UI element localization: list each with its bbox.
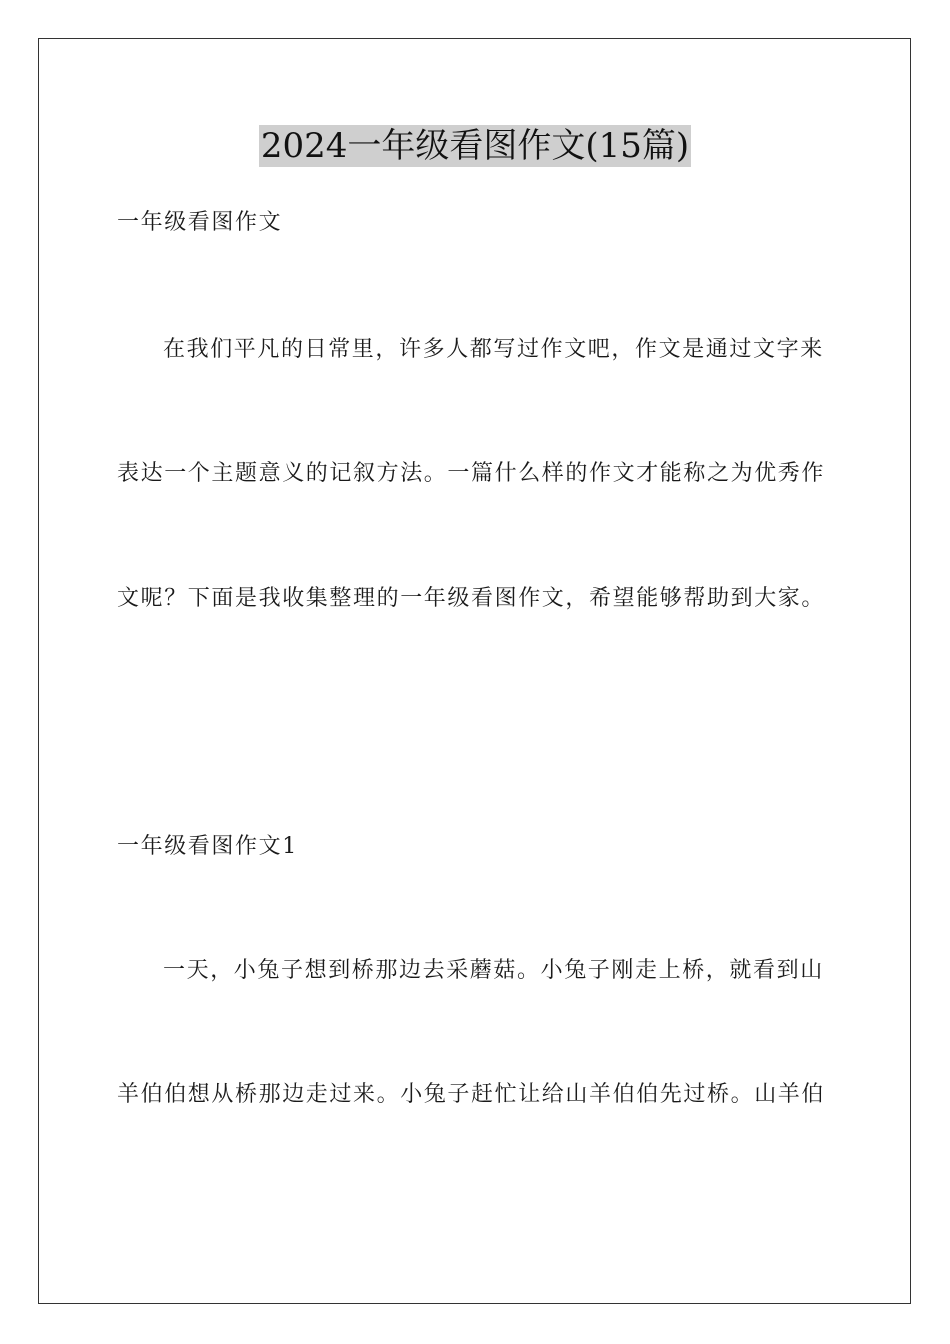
section-paragraph-line-1: 一天，小兔子想到桥那边去采蘑菇。小兔子刚走上桥，就看到山: [163, 958, 824, 983]
document-title: 2024一年级看图作文(15篇): [260, 126, 690, 166]
intro-paragraph-line-3: 文呢？下面是我收集整理的一年级看图作文，希望能够帮助到大家。: [117, 586, 826, 611]
intro-paragraph-line-2: 表达一个主题意义的记叙方法。一篇什么样的作文才能称之为优秀作: [117, 461, 826, 486]
subtitle: 一年级看图作文: [117, 210, 283, 235]
section-paragraph-line-2: 羊伯伯想从桥那边走过来。小兔子赶忙让给山羊伯伯先过桥。山羊伯: [117, 1082, 826, 1107]
section-heading: 一年级看图作文1: [117, 834, 298, 859]
title-container: [0, 125, 950, 167]
intro-paragraph-line-1: 在我们平凡的日常里，许多人都写过作文吧，作文是通过文字来: [163, 337, 824, 362]
